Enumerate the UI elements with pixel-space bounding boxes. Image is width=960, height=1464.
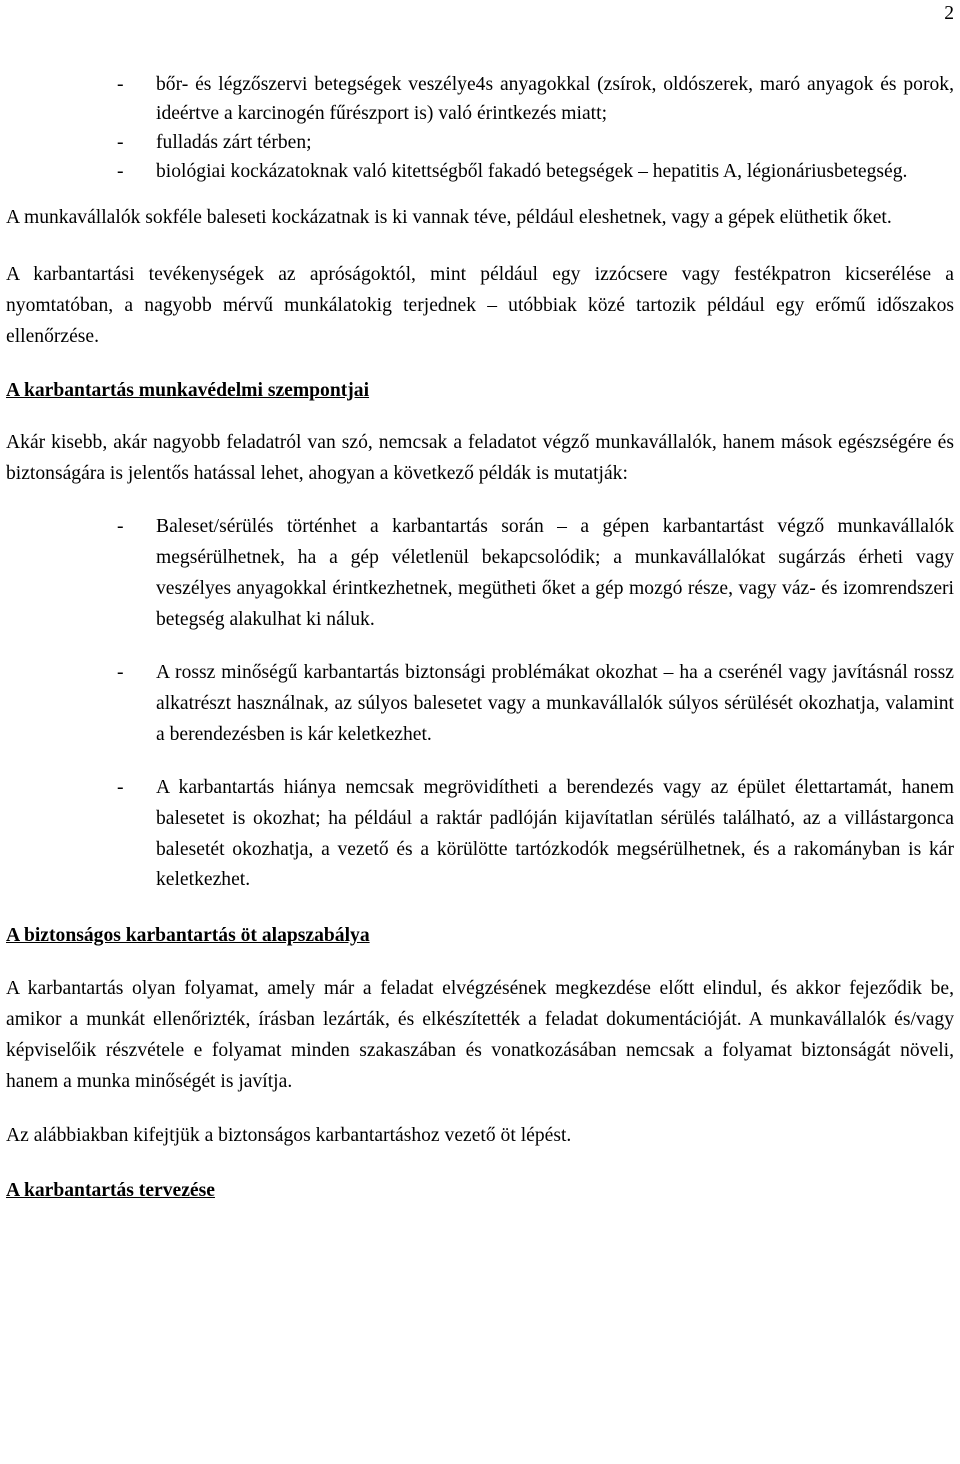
list-item-text: fulladás zárt térben;: [156, 132, 312, 153]
paragraph-activities: A karbantartási tevékenységek az apróságoktól, mint például egy izzócsere vagy festékpatron kicserélése a nyomtatóban, a nagyobb mérvű munkálatokig terjednek – utóbbiak közé tartozik például egy erőmű időszakos ellenőrzése.: [6, 264, 954, 347]
list-item: [117, 658, 954, 750]
list-item-text: Baleset/sérülés történhet a karbantartás során – a gépen karbantartást végző munkavállalók megsérülhetnek, ha a gép véletlenül bekapcsolódik; a munkavállalókat sugárzás érheti vagy veszélyes anyagokkal érintkezhetnek, megütheti őket a gép mozgó része, vagy váz- és izomrendszeri betegség alakulhat ki náluk.: [156, 516, 954, 630]
document-page: [6, 0, 954, 1206]
paragraph-intro: Akár kisebb, akár nagyobb feladatról van szó, nemcsak a feladatot végző munkavállalók, hanem mások egészségére és biztonságára is jelentős hatással lehet, ahogyan a következő példák is mutatják:: [6, 432, 954, 484]
heading-safety-aspects: A karbantartás munkavédelmi szempontjai: [6, 380, 370, 401]
list-item-text: biológiai kockázatoknak való kitettségből fakadó betegségek – hepatitis A, légionáriusbetegség.: [156, 161, 908, 182]
heading-planning: A karbantartás tervezése: [6, 1180, 215, 1202]
hazard-list: [6, 70, 954, 186]
list-item: [117, 773, 954, 896]
list-dash: -: [117, 161, 124, 182]
list-item: [117, 128, 954, 157]
list-item-text: A rossz minőségű karbantartás biztonsági problémákat okozhat – ha a cserénél vagy javításnál rossz alkatrészt használnak, az súlyos balesetet vagy a munkavállalók súlyos sérülését okozhatja, valamint a berendezésben is kár keletkezhet.: [156, 662, 954, 745]
list-dash: -: [117, 74, 124, 95]
paragraph-steps: Az alábbiakban kifejtjük a biztonságos karbantartáshoz vezető öt lépést.: [6, 1125, 572, 1147]
list-item-text: A karbantartás hiánya nemcsak megrövidítheti a berendezés vagy az épület élettartamát, hanem balesetet is okozhat; ha például a raktár padlóján kijavítatlan sérülés található, az a villástargonca balesetét okozhatja, a vezető és a körülötte tartózkodók megsérülhetnek, és a rakományban is kár keletkezhet.: [156, 777, 954, 891]
list-item: [117, 512, 954, 635]
heading-five-rules: A biztonságos karbantartás öt alapszabálya: [6, 925, 370, 947]
list-item: [117, 70, 954, 128]
examples-list: [6, 512, 954, 896]
list-item-text: bőr- és légzőszervi betegségek veszélye4s anyagokkal (zsírok, oldószerek, maró anyagok és porok, ideértve a karcinogén fűrészport is) való érintkezés miatt;: [156, 74, 954, 124]
paragraph-accidents: A munkavállalók sokféle baleseti kockázatnak is ki vannak téve, például eleshetnek, vagy a gépek elüthetik őket.: [6, 207, 892, 228]
list-dash: -: [117, 516, 124, 538]
list-dash: -: [117, 777, 124, 799]
list-dash: -: [117, 662, 124, 684]
paragraph-process: A karbantartás olyan folyamat, amely már a feladat elvégzésének megkezdése előtt elindul, és akkor fejeződik be, amikor a munkát ellenőrizték, írásban lezárták, és elkészítették a feladat dokumentációját. A munkavállalók és/vagy képviselőik részvétele e folyamat minden szakaszában és vonatkozásában nemcsak a folyamat biztonságát növeli, hanem a munka minőségét is javítja.: [6, 978, 954, 1093]
list-dash: -: [117, 132, 124, 153]
list-item: [117, 157, 954, 186]
page-number: 2: [944, 3, 954, 24]
